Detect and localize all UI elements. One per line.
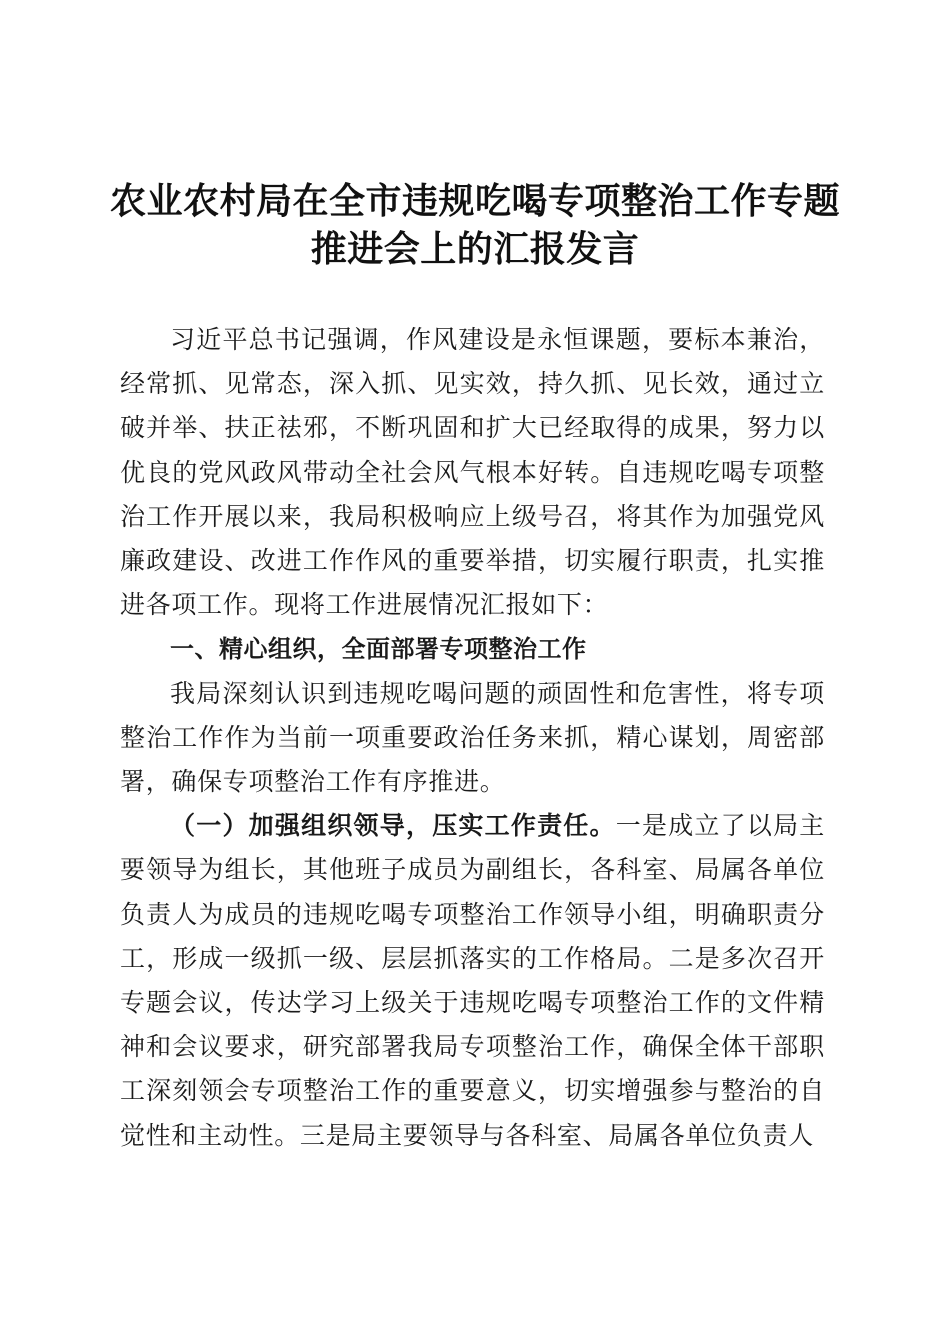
subsection-1-lead: （一）加强组织领导，压实工作责任。	[170, 811, 616, 841]
title-line-1: 农业农村局在全市违规吃喝专项整治工作专题	[110, 181, 841, 222]
document-body	[120, 318, 825, 1158]
document-title	[110, 178, 840, 274]
title-line-2: 推进会上的汇报发言	[310, 229, 640, 270]
subsection-1-body: 一是成立了以局主要领导为组长，其他班子成员为副组长，各科室、局属各单位负责人为成员的违规吃喝专项整治工作领导小组，明确职责分工，形成一级抓一级、层层抓落实的工作格局。二是多次召开专题会议，传达学习上级关于违规吃喝专项整治工作的文件精神和会议要求，研究部署我局专项整治工作，确保全体干部职工深刻领会专项整治工作的重要意义，切实增强参与整治的自觉性和主动性。三是局主要领导与各科室、局属各单位负责人	[120, 811, 825, 1150]
subsection-1-paragraph	[120, 804, 825, 1158]
section-1-paragraph: 我局深刻认识到违规吃喝问题的顽固性和危害性，将专项整治工作作为当前一项重要政治任务来抓，精心谋划，周密部署，确保专项整治工作有序推进。	[120, 678, 825, 797]
intro-paragraph: 习近平总书记强调，作风建设是永恒课题，要标本兼治，经常抓、见常态，深入抓、见实效，持久抓、见长效，通过立破并举、扶正祛邪，不断巩固和扩大已经取得的成果，努力以优良的党风政风带动全社会风气根本好转。自违规吃喝专项整治工作开展以来，我局积极响应上级号召，将其作为加强党风廉政建设、改进工作作风的重要举措，切实履行职责，扎实推进各项工作。现将工作进展情况汇报如下：	[120, 325, 825, 620]
section-1-heading: 一、精心组织，全面部署专项整治工作	[170, 635, 587, 664]
